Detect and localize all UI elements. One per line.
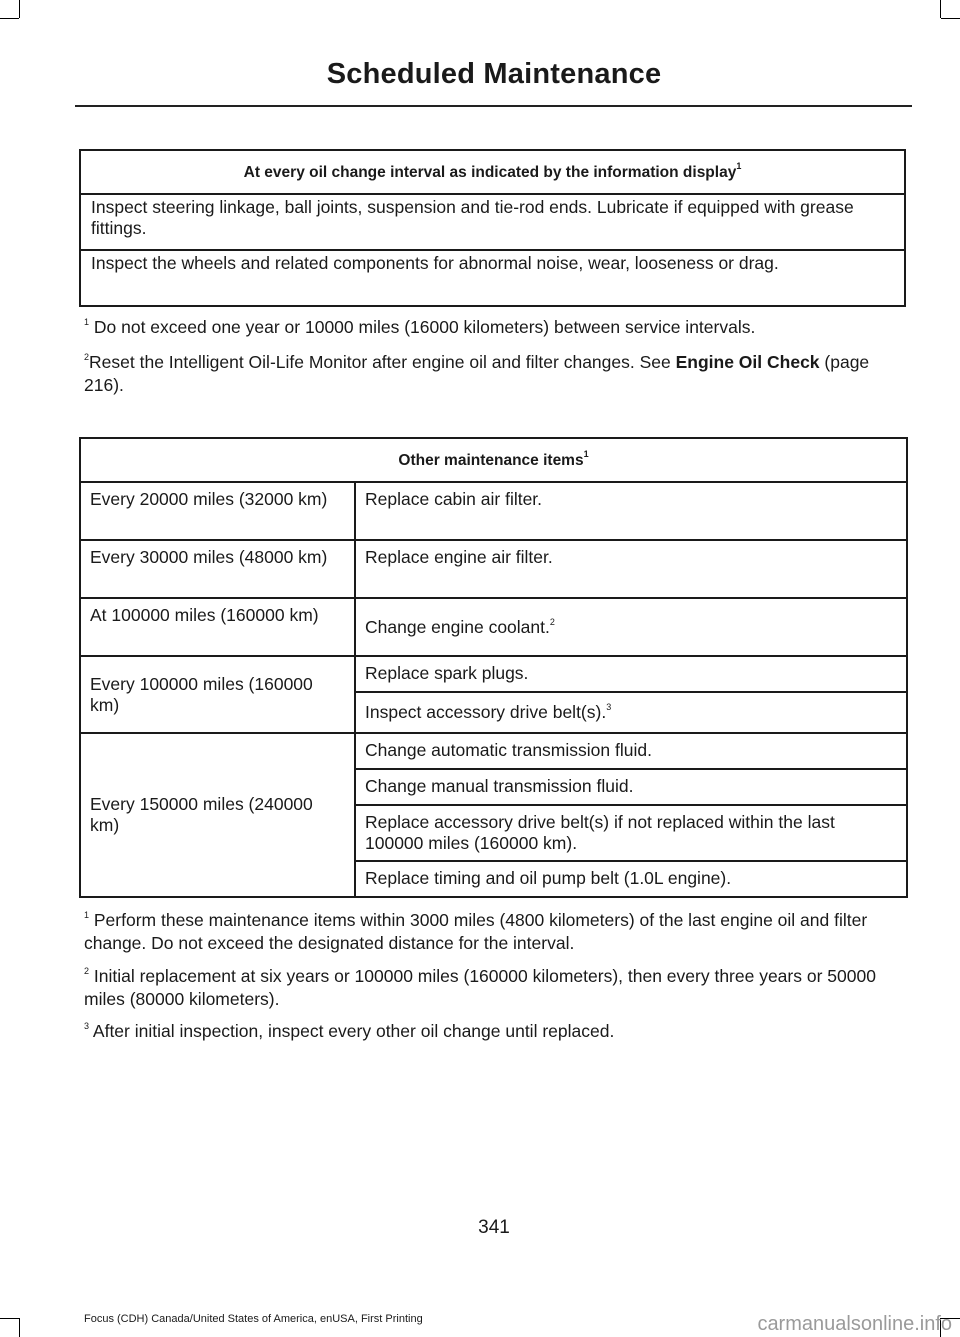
table-heading-text: At every oil change interval as indicated by the information display (243, 163, 737, 181)
table-header-row (80, 150, 905, 194)
oil-change-interval-table (79, 149, 906, 307)
footnote-text: Perform these maintenance items within 3000 miles (4800 kilometers) of the last engine oil and filter change. Do not exceed the designated distance for the interval. (84, 910, 868, 953)
interval-cell: Every 20000 miles (32000 km) (80, 482, 355, 540)
item-cell: Replace cabin air filter. (355, 482, 907, 540)
table-heading (80, 438, 907, 482)
item-cell (355, 598, 907, 656)
footnote-text: Initial replacement at six years or 100000 miles (160000 kilometers), then every three years or 50000 miles (80000 kilometers). (84, 966, 876, 1009)
crop-mark (941, 18, 960, 19)
footnote-ref: 2 (549, 616, 555, 627)
item-cell: Replace accessory drive belt(s) if not replaced within the last 100000 miles (160000 km). (355, 805, 907, 861)
interval-cell: At 100000 miles (160000 km) (80, 598, 355, 656)
crop-mark (19, 0, 20, 18)
footnote-text: (page 216). (84, 352, 870, 395)
footnote-text: Reset the Intelligent Oil-Life Monitor after engine oil and filter changes. See (89, 352, 676, 372)
footnote-mark: 3 (84, 1021, 90, 1032)
item-cell: Replace engine air filter. (355, 540, 907, 598)
table-heading (80, 150, 905, 194)
item-text: Inspect accessory drive belt(s). (365, 702, 607, 722)
table-header-row (80, 438, 907, 482)
table-heading-text: Other maintenance items (398, 451, 584, 469)
table-row (80, 598, 907, 656)
footnote-text: Do not exceed one year or 10000 miles (16000 kilometers) between service intervals. (89, 317, 756, 337)
interval-cell: Every 100000 miles (160000 km) (80, 656, 355, 733)
crop-mark (0, 1318, 19, 1319)
edition-footer: Focus (CDH) Canada/United States of America, enUSA, First Printing (84, 1313, 423, 1325)
table-row (80, 482, 907, 540)
interval-cell: Every 30000 miles (48000 km) (80, 540, 355, 598)
page-number: 341 (478, 1217, 510, 1238)
footnote-ref: 3 (606, 702, 612, 713)
other-maintenance-table (79, 437, 908, 898)
table-row (80, 540, 907, 598)
footnote (84, 1020, 910, 1043)
crop-mark (940, 0, 941, 18)
footnote-ref: 1 (583, 449, 589, 460)
crop-mark (19, 1318, 20, 1337)
item-cell (355, 692, 907, 733)
item-cell: Change automatic transmission fluid. (355, 733, 907, 769)
table-cell: Inspect the wheels and related components for abnormal noise, wear, looseness or drag. (80, 250, 905, 306)
footnote-text: After initial inspection, inspect every other oil change until replaced. (89, 1021, 615, 1041)
table-row (80, 656, 907, 692)
cross-reference-link[interactable]: Engine Oil Check (675, 352, 820, 372)
footnote (84, 909, 910, 955)
item-cell: Replace timing and oil pump belt (1.0L engine). (355, 861, 907, 897)
interval-cell: Every 150000 miles (240000 km) (80, 733, 355, 897)
footnote-mark: 2 (84, 352, 90, 363)
item-cell: Replace spark plugs. (355, 656, 907, 692)
footnote-mark: 1 (84, 317, 90, 328)
table-row (80, 733, 907, 769)
footnote (84, 351, 910, 397)
page-title: Scheduled Maintenance (326, 58, 662, 90)
crop-mark (0, 18, 19, 19)
table-cell: Inspect steering linkage, ball joints, suspension and tie-rod ends. Lubricate if equipped with grease fittings. (80, 194, 905, 250)
item-cell: Change manual transmission fluid. (355, 769, 907, 805)
footnote (84, 316, 910, 339)
item-text: Change engine coolant. (365, 616, 550, 637)
footnote-ref: 1 (736, 161, 742, 172)
table-row (80, 250, 905, 306)
footnote-mark: 1 (84, 910, 90, 921)
table-row (80, 194, 905, 250)
footnote-mark: 2 (84, 966, 90, 977)
footnote (84, 965, 910, 1011)
watermark: carmanualsonline.info (757, 1313, 952, 1335)
title-divider (75, 105, 912, 107)
